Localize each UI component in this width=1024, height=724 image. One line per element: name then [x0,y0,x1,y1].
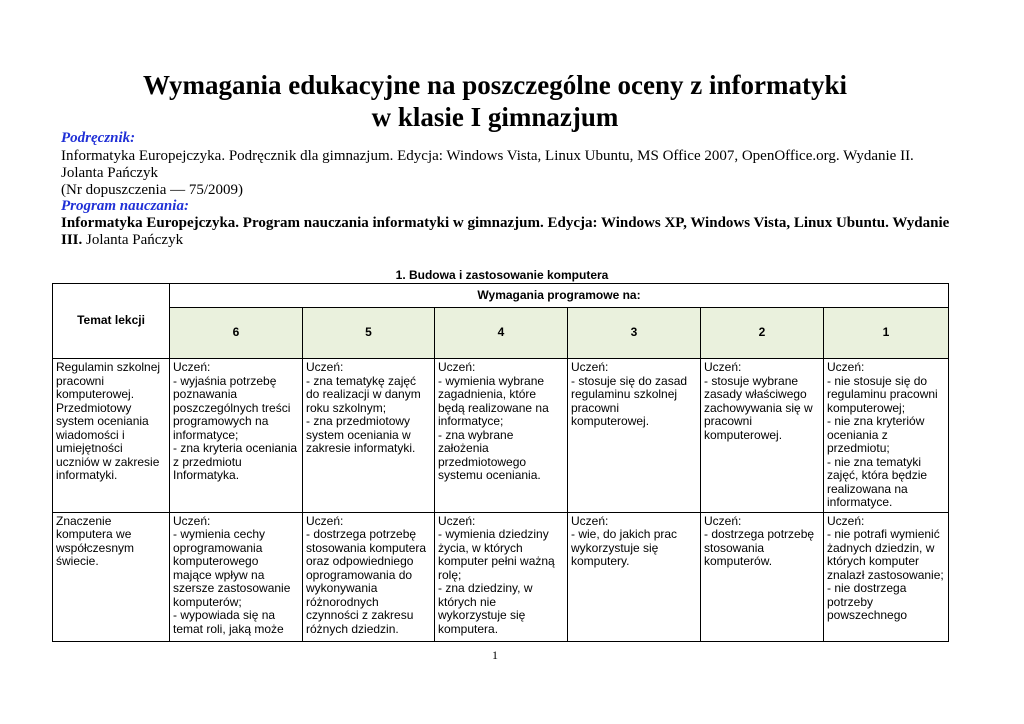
cell-text: Uczeń: - wyjaśnia potrzebę poznawania poszczególnych treści programowych na informatyce; - zna kryteria oceniania z przedmiotu Informatyka. [173,360,298,482]
table-cell [824,512,949,641]
program-label [61,198,951,215]
table-cell [701,359,824,513]
grade-1: 1 [824,308,949,359]
table-cell [435,359,568,513]
document-title-line2: w klasie I gimnazjum [371,102,619,132]
row-topic-text: Znaczenie komputera we współczesnym świecie. [56,514,135,568]
cell-text: Uczeń: - dostrzega potrzebę stosowania komputera oraz odpowiedniego oprogramowania do wykonywania różnorodnych czynności z zakresu różnych dziedzin. [306,514,427,636]
table-cell [701,512,824,641]
cell-text: Uczeń: - stosuje się do zasad regulaminu szkolnej pracowni komputerowej. [571,360,688,428]
grades-row [53,308,949,359]
textbook-line1: Informatyka Europejczyka. Podręcznik dla gimnazjum. Edycja: Windows Vista, Linux Ubuntu, MS Office 2007, OpenOffice.org. Wydanie II. [61,148,914,164]
grade-2: 2 [701,308,824,359]
program-author: Jolanta Pańczyk [82,232,184,248]
row-topic-text: Regulamin szkolnej pracowni komputerowej. Przedmiotowy system oceniania wiadomości i umiejętności uczniów w zakresie informatyki. [56,360,161,482]
page-number: 1 [492,648,498,662]
grade-6: 6 [170,308,303,359]
cell-text: Uczeń: - wie, do jakich prac wykorzystuje się komputery. [571,514,678,568]
table-cell [303,512,435,641]
cell-text: Uczeń: - zna tematykę zajęć do realizacji w danym roku szkolnym; - zna przedmiotowy system oceniania w zakresie informatyki. [306,360,421,455]
table-row [53,359,949,513]
grade-4: 4 [435,308,568,359]
cell-text: Uczeń: - wymienia dziedziny życia, w których komputer pełni ważną rolę; - zna dziedziny, w których nie wykorzystuje się komputera. [438,514,555,636]
header-requirements: Wymagania programowe na: [170,284,949,308]
cell-text: Uczeń: - wymienia wybrane zagadnienia, które będą realizowane na informatyce; - zna wybrane założenia przedmiotowego systemu oceniania. [438,360,549,482]
program-description [61,215,951,249]
table-cell [170,512,303,641]
row-topic [53,512,170,641]
cell-text: Uczeń: - stosuje wybrane zasady właściwego zachowywania się w pracowni komputerowej. [704,360,813,442]
table-row [53,512,949,641]
cell-text: Uczeń: - nie potrafi wymienić żadnych dziedzin, w których komputer znalazł zastosowanie; - nie dostrzega potrzeby powszechnego [827,514,944,622]
program-label-text: Program nauczania: [61,198,189,214]
table-cell [303,359,435,513]
header-topic: Temat lekcji [53,284,170,359]
table-cell [568,359,701,513]
table-cell [435,512,568,641]
program-title: Informatyka Europejczyka. Program nauczania informatyki w gimnazjum. Edycja: Windows XP, Windows Vista, Linux Ubuntu. Wydanie III. [61,215,950,248]
header-row [53,284,949,308]
requirements-table [52,283,949,642]
cell-text: Uczeń: - nie stosuje się do regulaminu pracowni komputerowej; - nie zna kryteriów oceniania z przedmiotu; - nie zna tematyki zajęć, która będzie realizowana na informatyce. [827,360,938,509]
textbook-line2: Jolanta Pańczyk [61,165,159,181]
cell-text: Uczeń: - wymienia cechy oprogramowania komputerowego mające wpływ na szersze zastosowanie komputerów; - wypowiada się na temat roli, jaką może [173,514,291,636]
textbook-label-text: Podręcznik: [61,130,136,146]
grade-3: 3 [568,308,701,359]
cell-text: Uczeń: - dostrzega potrzebę stosowania komputerów. [704,514,815,568]
row-topic [53,359,170,513]
table-cell [170,359,303,513]
table-cell [568,512,701,641]
table-cell [824,359,949,513]
document-title-line1: Wymagania edukacyjne na poszczególne oceny z informatyki [143,70,847,100]
textbook-line3: (Nr dopuszczenia — 75/2009) [61,182,244,198]
section-heading: 1. Budowa i zastosowanie komputera [395,268,609,282]
textbook-label [61,130,951,147]
grade-5: 5 [303,308,435,359]
